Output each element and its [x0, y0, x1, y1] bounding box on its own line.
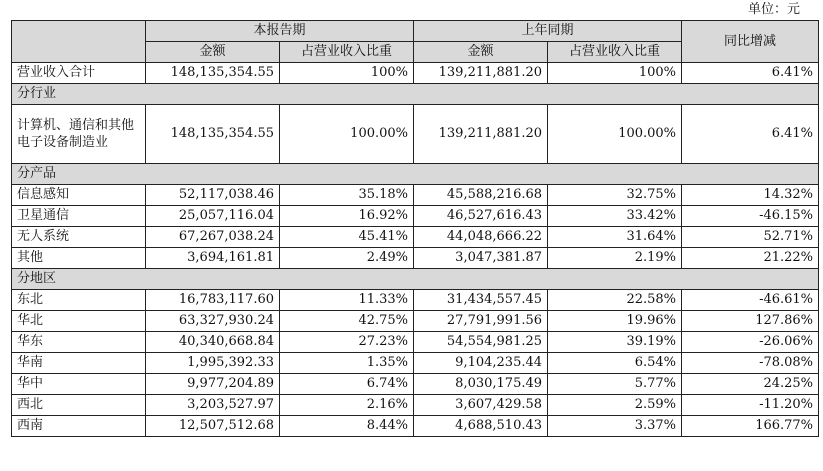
header-current-share: 占营业收入比重: [280, 42, 414, 63]
prior-share: 6.54%: [548, 353, 682, 374]
header-row-1: [12, 21, 819, 42]
prior-amount: 9,104,235.44: [414, 353, 548, 374]
current-amount: 40,340,668.84: [146, 332, 280, 353]
current-amount: 16,783,117.60: [146, 290, 280, 311]
header-prior-amount: 金额: [414, 42, 548, 63]
region-row: [12, 395, 819, 416]
current-amount: 1,995,392.33: [146, 353, 280, 374]
section-region: [12, 269, 819, 290]
row-label: 其他: [12, 248, 146, 269]
current-amount: 148,135,354.55: [146, 63, 280, 84]
yoy-change: 166.77%: [682, 416, 819, 437]
prior-amount: 3,047,381.87: [414, 248, 548, 269]
row-label: 华东: [12, 332, 146, 353]
revenue-breakdown-table: [11, 20, 819, 437]
prior-share: 22.58%: [548, 290, 682, 311]
yoy-change: 21.22%: [682, 248, 819, 269]
row-label: 东北: [12, 290, 146, 311]
current-share: 8.44%: [280, 416, 414, 437]
prior-share: 3.37%: [548, 416, 682, 437]
yoy-change: 24.25%: [682, 374, 819, 395]
prior-share: 31.64%: [548, 227, 682, 248]
yoy-change: 6.41%: [682, 63, 819, 84]
current-amount: 3,203,527.97: [146, 395, 280, 416]
yoy-change: -46.61%: [682, 290, 819, 311]
yoy-change: -11.20%: [682, 395, 819, 416]
prior-amount: 139,211,881.20: [414, 63, 548, 84]
prior-share: 2.19%: [548, 248, 682, 269]
prior-share: 19.96%: [548, 311, 682, 332]
yoy-change: 14.32%: [682, 185, 819, 206]
prior-share: 39.19%: [548, 332, 682, 353]
prior-amount: 54,554,981.25: [414, 332, 548, 353]
row-label: 无人系统: [12, 227, 146, 248]
prior-share: 2.59%: [548, 395, 682, 416]
section-title: 分产品: [12, 164, 819, 185]
unit-label: 单位：元: [747, 2, 800, 17]
current-amount: 67,267,038.24: [146, 227, 280, 248]
row-label: 华北: [12, 311, 146, 332]
yoy-change: 127.86%: [682, 311, 819, 332]
section-product: [12, 164, 819, 185]
prior-share: 33.42%: [548, 206, 682, 227]
current-share: 6.74%: [280, 374, 414, 395]
current-share: 2.49%: [280, 248, 414, 269]
yoy-change: 52.71%: [682, 227, 819, 248]
current-share: 27.23%: [280, 332, 414, 353]
current-amount: 63,327,930.24: [146, 311, 280, 332]
header-corner: [12, 21, 146, 63]
row-label: 华南: [12, 353, 146, 374]
prior-amount: 46,527,616.43: [414, 206, 548, 227]
current-amount: 148,135,354.55: [146, 105, 280, 164]
region-row: [12, 374, 819, 395]
header-yoy: 同比增减: [682, 21, 819, 63]
current-amount: 9,977,204.89: [146, 374, 280, 395]
header-current-amount: 金额: [146, 42, 280, 63]
current-amount: 25,057,116.04: [146, 206, 280, 227]
row-label: 营业收入合计: [12, 63, 146, 84]
prior-amount: 27,791,991.56: [414, 311, 548, 332]
current-share: 1.35%: [280, 353, 414, 374]
prior-amount: 31,434,557.45: [414, 290, 548, 311]
prior-amount: 4,688,510.43: [414, 416, 548, 437]
header-current-period: 本报告期: [146, 21, 414, 42]
region-row: [12, 416, 819, 437]
prior-share: 5.77%: [548, 374, 682, 395]
yoy-change: -46.15%: [682, 206, 819, 227]
product-row: [12, 206, 819, 227]
current-share: 16.92%: [280, 206, 414, 227]
region-row: [12, 353, 819, 374]
row-label: 计算机、通信和其他电子设备制造业: [12, 105, 146, 164]
yoy-change: 6.41%: [682, 105, 819, 164]
product-row: [12, 227, 819, 248]
section-title: 分行业: [12, 84, 819, 105]
section-industry: [12, 84, 819, 105]
yoy-change: -26.06%: [682, 332, 819, 353]
current-amount: 3,694,161.81: [146, 248, 280, 269]
header-prior-share: 占营业收入比重: [548, 42, 682, 63]
product-row: [12, 185, 819, 206]
section-title: 分地区: [12, 269, 819, 290]
current-amount: 12,507,512.68: [146, 416, 280, 437]
header-prior-period: 上年同期: [414, 21, 682, 42]
total-row: [12, 63, 819, 84]
current-share: 35.18%: [280, 185, 414, 206]
region-row: [12, 290, 819, 311]
product-row: [12, 248, 819, 269]
region-row: [12, 332, 819, 353]
prior-amount: 3,607,429.58: [414, 395, 548, 416]
row-label: 华中: [12, 374, 146, 395]
prior-share: 100%: [548, 63, 682, 84]
row-label: 卫星通信: [12, 206, 146, 227]
current-share: 100.00%: [280, 105, 414, 164]
row-label: 西北: [12, 395, 146, 416]
yoy-change: -78.08%: [682, 353, 819, 374]
prior-amount: 8,030,175.49: [414, 374, 548, 395]
industry-row: [12, 105, 819, 164]
prior-amount: 44,048,666.22: [414, 227, 548, 248]
prior-share: 100.00%: [548, 105, 682, 164]
current-share: 2.16%: [280, 395, 414, 416]
current-share: 100%: [280, 63, 414, 84]
current-amount: 52,117,038.46: [146, 185, 280, 206]
current-share: 45.41%: [280, 227, 414, 248]
prior-amount: 45,588,216.68: [414, 185, 548, 206]
row-label: 西南: [12, 416, 146, 437]
prior-share: 32.75%: [548, 185, 682, 206]
row-label: 信息感知: [12, 185, 146, 206]
current-share: 11.33%: [280, 290, 414, 311]
region-row: [12, 311, 819, 332]
current-share: 42.75%: [280, 311, 414, 332]
prior-amount: 139,211,881.20: [414, 105, 548, 164]
